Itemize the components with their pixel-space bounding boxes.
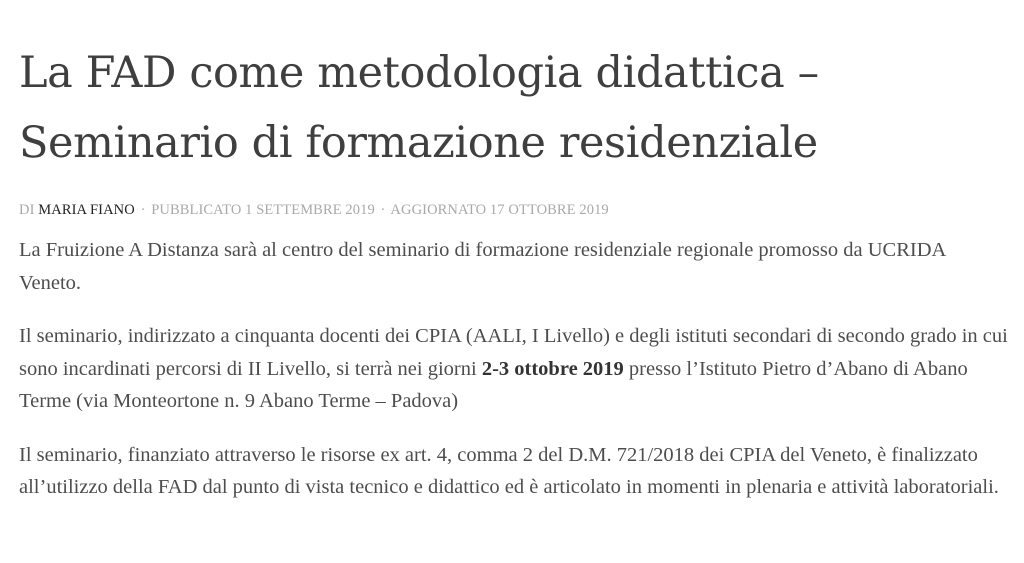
paragraph-intro: La Fruizione A Distanza sarà al centro del seminario di formazione residenziale regionale promosso da UCRIDA Veneto. — [19, 239, 946, 294]
page-title-line-1: La FAD come metodologia didattica – — [19, 48, 819, 98]
page-title — [19, 0, 1009, 178]
paragraph-funding: Il seminario, finanziato attraverso le risorse ex art. 4, comma 2 del D.M. 721/2018 dei CPIA del Veneto, è finalizzato all’utilizzo della FAD dal punto di vista tecnico e didattico ed è articolato in momenti in plenaria e attività laboratoriali. — [19, 443, 999, 498]
author-link[interactable]: MARIA FIANO — [38, 202, 135, 218]
page-title-line-2: Seminario di formazione residenziale — [19, 118, 818, 168]
updated-date: AGGIORNATO 17 OTTOBRE 2019 — [390, 202, 609, 218]
paragraph-details — [19, 320, 1009, 418]
meta-separator: · — [380, 202, 386, 218]
paragraph-details-location: presso l’Istituto Pietro d’Abano di Abano Terme (via Monteortone n. 9 Abano Terme – Padova) — [19, 357, 968, 412]
published-date: PUBBLICATO 1 SETTEMBRE 2019 — [151, 202, 375, 218]
meta-separator: · — [140, 202, 146, 218]
article-body — [19, 234, 1009, 504]
post-meta — [19, 200, 1009, 220]
event-dates: 2-3 ottobre 2019 — [481, 357, 624, 380]
meta-by-label: DI — [19, 202, 35, 218]
paragraph-details-text: Il seminario, indirizzato a cinquanta docenti dei CPIA (AALI, I Livello) e degli istituti secondari di secondo grado in cui sono incardinati percorsi di II Livello, si terrà nei giorni — [19, 325, 1008, 380]
